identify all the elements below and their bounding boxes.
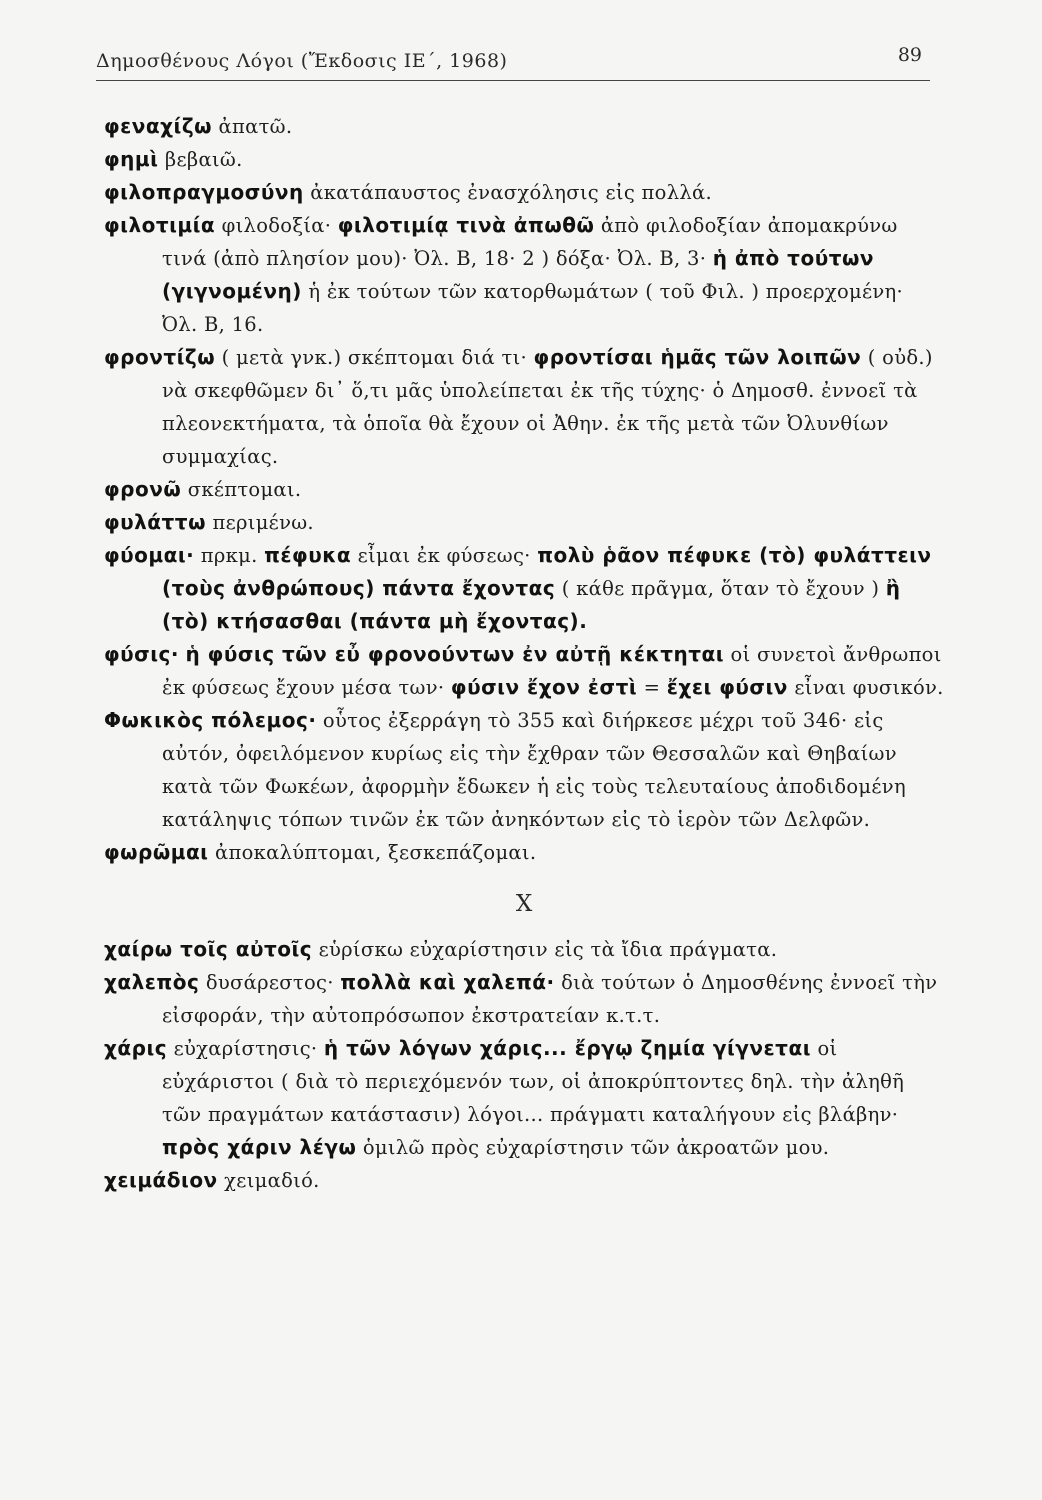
entry-headword: φιλοτιμία — [104, 213, 216, 237]
entry-text: ἡ ἐκ τούτων τῶν κατορθωμάτων ( τοῦ Φιλ. ) προερχομένη· Ὀλ. Β, 16. — [162, 280, 904, 336]
glossary-entry — [104, 176, 944, 209]
entry-headword: χάρις — [104, 1036, 168, 1060]
entry-headword: πρὸς χάριν λέγω — [162, 1135, 357, 1159]
entry-headword: φημὶ — [104, 147, 159, 171]
glossary-entry — [104, 933, 944, 966]
entry-text: πρκμ. — [194, 544, 265, 567]
running-header — [96, 44, 930, 84]
glossary-entry — [104, 704, 944, 836]
entry-headword: πέφυκα — [264, 543, 352, 567]
entry-headword: ἡ φύσις τῶν εὖ φρονούντων ἐν αὐτῇ κέκτηται — [185, 642, 725, 666]
entry-text: ἀπατῶ. — [212, 115, 293, 138]
entry-headword: ἔχει φύσιν — [666, 675, 788, 699]
entry-text: εἶμαι ἐκ φύσεως· — [351, 544, 538, 567]
entry-text: εἶναι φυσικόν. — [787, 676, 944, 699]
entry-headword: φροντίζω — [104, 345, 216, 369]
entry-text: περιμένω. — [205, 511, 314, 534]
entry-text: διὰ τούτων ὁ Δημοσθένης ἐννοεῖ τὴν εἰσφοράν, τὴν αὐτοπρόσωπον ἐκστρατείαν κ.τ.τ. — [162, 971, 938, 1027]
entry-text: ἀπὸ φιλοδοξίαν ἀπομακρύνω τινά (ἀπὸ πλησίον μου)· Ὀλ. Β, 18· 2 ) δόξα· Ὀλ. Β, 3· — [162, 214, 898, 270]
glossary-entry — [104, 539, 944, 638]
entry-headword: ἢ (τὸ) κτήσασθαι (πάντα μὴ ἔχοντας). — [162, 576, 901, 633]
glossary-entry — [104, 506, 944, 539]
glossary-entry — [104, 1164, 944, 1197]
glossary-entries-chi — [104, 933, 944, 1197]
entry-headword: πολλὰ καὶ χαλεπά· — [340, 970, 555, 994]
glossary-entry — [104, 209, 944, 341]
entry-text: ὁμιλῶ πρὸς εὐχαρίστησιν τῶν ἀκροατῶν μου. — [356, 1136, 830, 1159]
entry-text: φιλοδοξία· — [215, 214, 338, 237]
glossary-entry — [104, 836, 944, 869]
entry-headword: ἡ ἀπὸ τούτων (γιγνομένη) — [162, 246, 874, 303]
entry-headword: φυλάττω — [104, 510, 206, 534]
glossary-entries-phi — [104, 110, 944, 869]
entry-headword: φύσιν ἔχον ἐστὶ — [450, 675, 638, 699]
glossary-entry — [104, 110, 944, 143]
entry-text: βεβαιῶ. — [158, 148, 243, 171]
entry-text: οὗτος ἐξερράγη τὸ 355 καὶ διήρκεσε μέχρι τοῦ 346· εἰς αὐτόν, ὀφειλόμενον κυρίως εἰς τὴν ἔχθραν τῶν Θεσσαλῶν καὶ Θηβαίων κατὰ τῶν Φωκέων, ἀφορμὴν ἔδωκεν ἡ εἰς τοὺς τελευταίους ἀποδιδομένη κατάληψις τόπων τινῶν ἐκ τῶν ἀνηκόντων εἰς τὸ ἱερὸν τῶν Δελφῶν. — [162, 709, 906, 831]
header-title: Δημοσθένους Λόγοι (Ἔκδοσις ΙΕ΄, 1968) — [96, 50, 508, 72]
entry-text: σκέπτομαι. — [181, 478, 302, 501]
entry-headword: φωρῶμαι — [104, 840, 209, 864]
glossary — [104, 110, 944, 1197]
entry-headword: ἡ τῶν λόγων χάρις... ἔργῳ ζημία γίγνεται — [323, 1036, 811, 1060]
entry-text: εὑρίσκω εὐχαρίστησιν εἰς τὰ ἴδια πράγματα. — [312, 938, 778, 961]
entry-headword: φύσις· — [104, 642, 179, 666]
entry-headword: φεναχίζω — [104, 114, 213, 138]
entry-headword: χαίρω τοῖς αὐτοῖς — [104, 937, 313, 961]
entry-text: χειμαδιό. — [217, 1169, 320, 1192]
entry-headword: χειμάδιον — [104, 1168, 218, 1192]
glossary-entry — [104, 473, 944, 506]
entry-text: ἀποκαλύπτομαι, ξεσκεπάζομαι. — [208, 841, 537, 864]
entry-text: ( κάθε πρᾶγμα, ὅταν τὸ ἔχουν ) — [555, 577, 886, 600]
entry-text: δυσάρεστος· — [199, 971, 341, 994]
entry-headword: πολὺ ῥᾶον πέφυκε (τὸ) φυλάττειν (τοὺς ἀνθρώπους) πάντα ἔχοντας — [162, 543, 932, 600]
entry-headword: φιλοτιμίᾳ τινὰ ἀπωθῶ — [337, 213, 595, 237]
glossary-entry — [104, 1032, 944, 1164]
glossary-entry — [104, 143, 944, 176]
glossary-entry — [104, 638, 944, 704]
entry-headword: φιλοπραγμοσύνη — [104, 180, 304, 204]
header-rule — [96, 80, 930, 81]
page-number: 89 — [897, 44, 922, 66]
entry-text: οἱ εὐχάριστοι ( διὰ τὸ περιεχόμενόν των, οἱ ἀποκρύπτοντες δηλ. τὴν ἀληθῆ τῶν πραγμάτων κατάστασιν) λόγοι... πράγματι καταλήγουν εἰς βλάβην· — [162, 1037, 905, 1126]
entry-headword: φρονῶ — [104, 477, 182, 501]
entry-text: οἱ συνετοὶ ἄνθρωποι ἐκ φύσεως ἔχουν μέσα των· — [162, 643, 942, 699]
entry-text: εὐχαρίστησις· — [167, 1037, 324, 1060]
entry-text: ( μετὰ γνκ.) σκέπτομαι διά τι· — [215, 346, 534, 369]
entry-headword: φροντίσαι ἡμᾶς τῶν λοιπῶν — [533, 345, 862, 369]
entry-headword: χαλεπὸς — [104, 970, 200, 994]
entry-headword: φύομαι· — [104, 543, 195, 567]
entry-headword: Φωκικὸς πόλεμος· — [104, 708, 317, 732]
entry-text: ἀκατάπαυστος ἐνασχόλησις εἰς πολλά. — [303, 181, 712, 204]
glossary-entry — [104, 341, 944, 473]
entry-text: ( οὐδ.) νὰ σκεφθῶμεν δι᾽ ὅ,τι μᾶς ὑπολείπεται ἐκ τῆς τύχης· ὁ Δημοσθ. ἐννοεῖ τὰ πλεονεκτήματα, τὰ ὁποῖα θὰ ἔχουν οἱ Ἀθην. ἐκ τῆς μετὰ τῶν Ὀλυνθίων συμμαχίας. — [162, 346, 933, 468]
entry-text: = — [637, 676, 667, 699]
section-letter: Χ — [515, 891, 533, 917]
glossary-entry — [104, 966, 944, 1032]
